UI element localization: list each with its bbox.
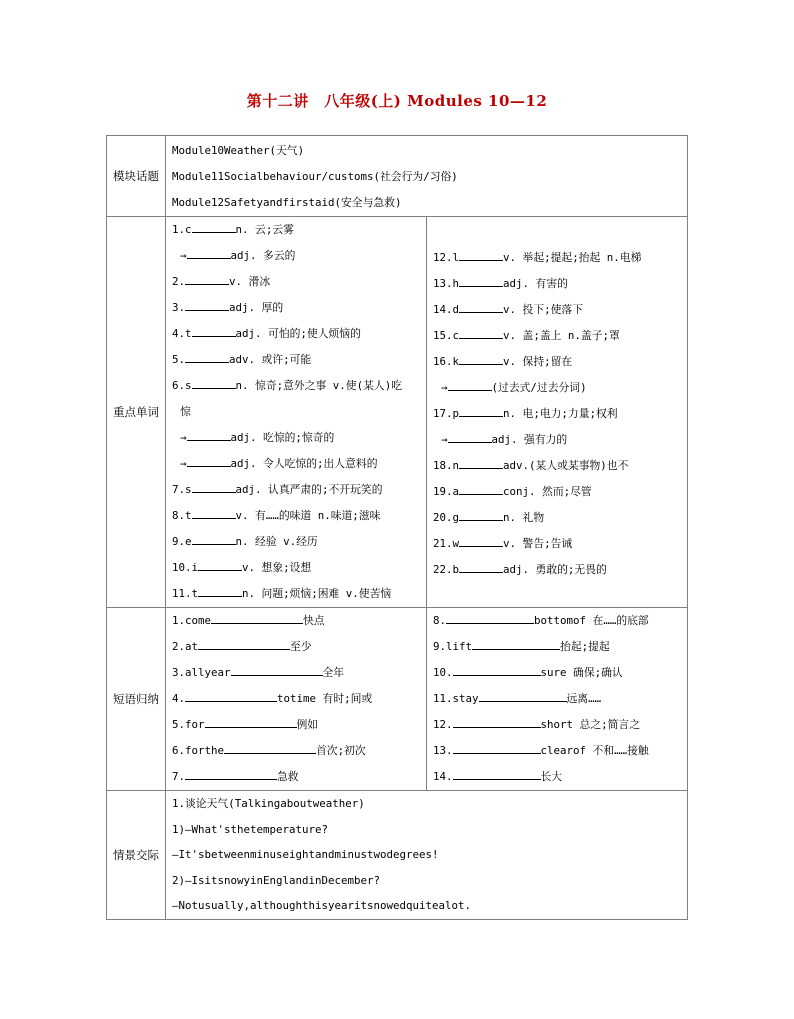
phrases-row (107, 608, 688, 791)
word-item: 10.i v. 想象;设想 (166, 555, 426, 581)
phrases-right-column (427, 608, 688, 791)
word-item: 2. v. 滑冰 (166, 269, 426, 295)
word-item: → (过去式/过去分词) (427, 375, 687, 401)
answer-blank[interactable] (198, 558, 242, 571)
topic-content (166, 136, 688, 217)
phrase-item: 14. 长大 (427, 764, 687, 790)
phrase-item: 11.stay 远离…… (427, 686, 687, 712)
word-item: 17.p n. 电;电力;力量;权利 (427, 401, 687, 427)
situation-row (107, 791, 688, 920)
answer-blank[interactable] (479, 689, 567, 702)
answer-blank[interactable] (187, 246, 231, 259)
phrase-item: 4. totime 有时;间或 (166, 686, 426, 712)
answer-blank[interactable] (192, 376, 236, 389)
answer-blank[interactable] (459, 482, 503, 495)
answer-blank[interactable] (185, 350, 229, 363)
answer-blank[interactable] (187, 454, 231, 467)
answer-blank[interactable] (459, 352, 503, 365)
answer-blank[interactable] (185, 298, 229, 311)
answer-blank[interactable] (205, 715, 297, 728)
answer-blank[interactable] (459, 274, 503, 287)
topic-line: Module11Socialbehaviour/customs(社会行为/习俗) (172, 170, 458, 183)
word-item: 9.e n. 经验 v.经历 (166, 529, 426, 555)
answer-blank[interactable] (459, 456, 503, 469)
word-item: 4.t adj. 可怕的;使人烦恼的 (166, 321, 426, 347)
words-label: 重点单词 (107, 217, 166, 608)
phrase-item: 12. short 总之;简言之 (427, 712, 687, 738)
phrase-item: 13. clearof 不和……接触 (427, 738, 687, 764)
word-item: 21.w v. 警告;告诫 (427, 531, 687, 557)
word-item: 20.g n. 礼物 (427, 505, 687, 531)
answer-blank[interactable] (231, 663, 323, 676)
answer-blank[interactable] (459, 326, 503, 339)
answer-blank[interactable] (459, 560, 503, 573)
topic-row (107, 136, 688, 217)
answer-blank[interactable] (453, 741, 541, 754)
answer-blank[interactable] (453, 715, 541, 728)
answer-blank[interactable] (453, 663, 541, 676)
topic-line: Module10Weather(天气) (172, 144, 305, 157)
word-item: → adj. 强有力的 (427, 427, 687, 453)
answer-blank[interactable] (185, 689, 277, 702)
word-item: 13.h adj. 有害的 (427, 271, 687, 297)
phrases-left-column (166, 608, 427, 791)
answer-blank[interactable] (192, 480, 236, 493)
answer-blank[interactable] (192, 220, 236, 233)
word-item: 8.t v. 有……的味道 n.味道;滋味 (166, 503, 426, 529)
answer-blank[interactable] (459, 300, 503, 313)
answer-blank[interactable] (192, 506, 236, 519)
word-item: → adj. 多云的 (166, 243, 426, 269)
answer-blank[interactable] (187, 428, 231, 441)
word-item: 11.t n. 问题;烦恼;困难 v.使苦恼 (166, 581, 426, 607)
word-item: 5. adv. 或许;可能 (166, 347, 426, 373)
word-item: 12.l v. 举起;提起;抬起 n.电梯 (427, 245, 687, 271)
summary-table (106, 135, 688, 920)
answer-blank[interactable] (198, 584, 242, 597)
phrase-item: 3.allyear 全年 (166, 660, 426, 686)
situation-content (166, 791, 688, 920)
words-row (107, 217, 688, 608)
dialogue-line: 1.谈论天气(Talkingaboutweather) (172, 797, 365, 810)
word-item: 18.n adv.(某人或某事物)也不 (427, 453, 687, 479)
word-item: 1.c n. 云;云雾 (166, 217, 426, 243)
dialogue-line: 1)—What'sthetemperature? (172, 822, 329, 836)
phrase-item: 6.forthe 首次;初次 (166, 738, 426, 764)
word-item: 19.a conj. 然而;尽管 (427, 479, 687, 505)
answer-blank[interactable] (459, 534, 503, 547)
word-item: 6.s n. 惊奇;意外之事 v.使(某人)吃 (166, 373, 426, 399)
topic-line: Module12Safetyandfirstaid(安全与急救) (172, 196, 402, 209)
phrase-item: 10. sure 确保;确认 (427, 660, 687, 686)
topic-label: 模块话题 (107, 136, 166, 217)
phrase-item: 2.at 至少 (166, 634, 426, 660)
answer-blank[interactable] (448, 430, 492, 443)
answer-blank[interactable] (459, 248, 503, 261)
answer-blank[interactable] (459, 404, 503, 417)
phrase-item: 1.come 快点 (166, 608, 426, 634)
page-title: 第十二讲 八年级(上) Modules 10—12 (246, 92, 548, 110)
answer-blank[interactable] (448, 378, 492, 391)
phrase-item: 5.for 例如 (166, 712, 426, 738)
phrase-item: 7. 急救 (166, 764, 426, 790)
answer-blank[interactable] (185, 272, 229, 285)
phrases-label: 短语归纳 (107, 608, 166, 791)
word-item: 16.k v. 保持;留在 (427, 349, 687, 375)
word-item-continuation: 惊 (180, 405, 191, 418)
dialogue-line: —Notusually,althoughthisyearitsnowedquitealot. (172, 899, 472, 912)
answer-blank[interactable] (185, 767, 277, 780)
phrase-item: 8. bottomof 在……的底部 (427, 608, 687, 634)
answer-blank[interactable] (192, 324, 236, 337)
answer-blank[interactable] (224, 741, 316, 754)
answer-blank[interactable] (198, 637, 290, 650)
answer-blank[interactable] (453, 767, 541, 780)
words-left-column (166, 217, 427, 608)
words-right-column (427, 217, 688, 608)
word-item: → adj. 令人吃惊的;出人意料的 (166, 451, 426, 477)
word-item: → adj. 吃惊的;惊奇的 (166, 425, 426, 451)
answer-blank[interactable] (472, 637, 560, 650)
dialogue-line: —It'sbetweenminuseightandminustwodegrees! (172, 848, 439, 861)
answer-blank[interactable] (211, 611, 303, 624)
word-item: 3. adj. 厚的 (166, 295, 426, 321)
answer-blank[interactable] (459, 508, 503, 521)
answer-blank[interactable] (446, 611, 534, 624)
situation-label: 情景交际 (107, 791, 166, 920)
dialogue-line: 2)—IsitsnowyinEnglandinDecember? (172, 873, 381, 887)
word-item: 15.c v. 盖;盖上 n.盖子;罩 (427, 323, 687, 349)
answer-blank[interactable] (192, 532, 236, 545)
word-item: 22.b adj. 勇敢的;无畏的 (427, 557, 687, 583)
word-item: 14.d v. 投下;使落下 (427, 297, 687, 323)
word-item: 7.s adj. 认真严肃的;不开玩笑的 (166, 477, 426, 503)
phrase-item: 9.lift 抬起;提起 (427, 634, 687, 660)
